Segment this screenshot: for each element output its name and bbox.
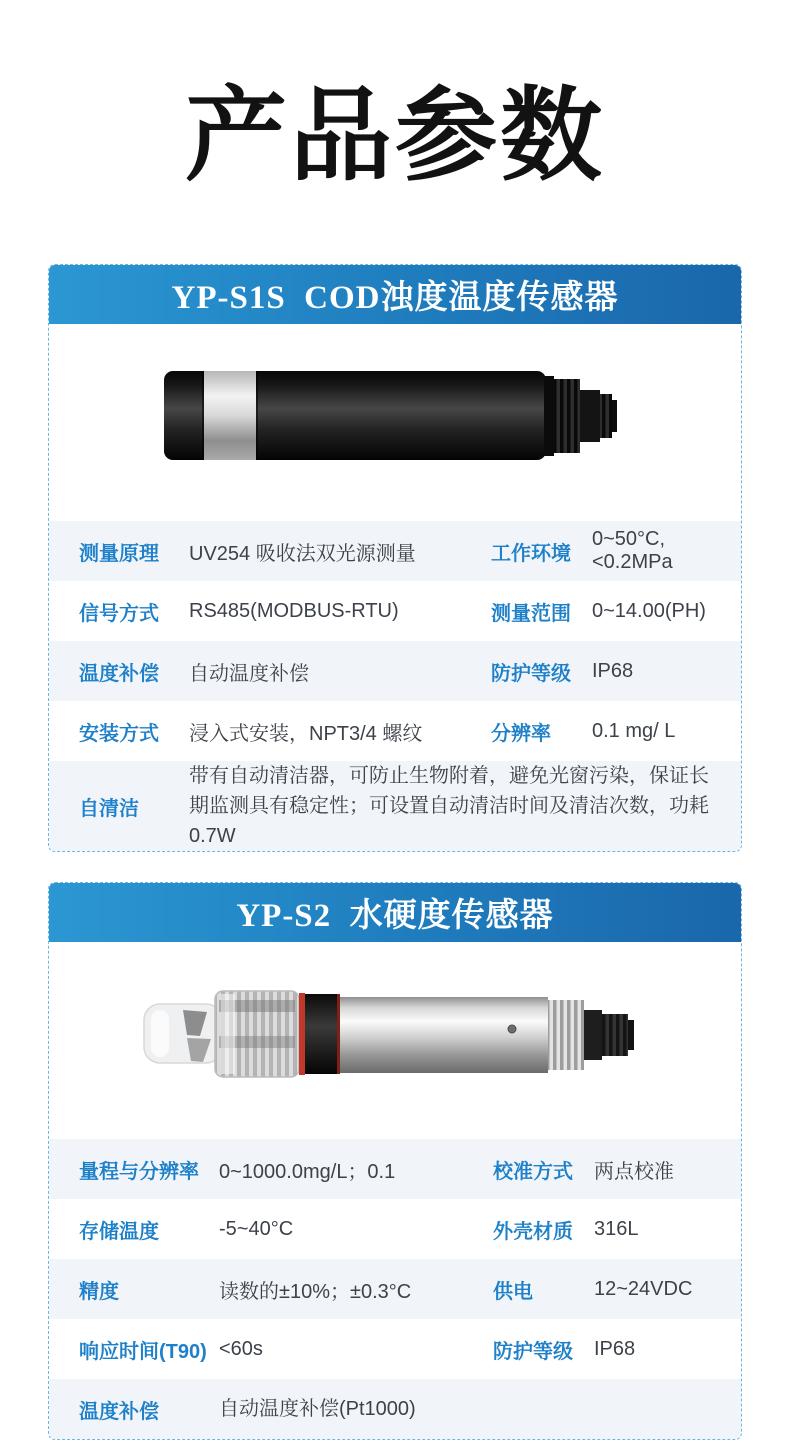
product-card-yp-s1s — [48, 264, 742, 852]
spec-value: IP68 — [594, 1337, 636, 1360]
spec-table-yp-s2 — [49, 1139, 741, 1439]
spec-value: 带有自动清洁器，可防止生物附着，避免光窗污染，保证长期监测具有稳定性；可设置自动清洁时间及清洁次数，功耗0.7W — [189, 765, 709, 847]
steel-sensor-illustration — [49, 942, 742, 1139]
spec-label: 测量范围 — [491, 602, 571, 625]
spec-label: 外壳材质 — [493, 1220, 573, 1243]
spec-row — [49, 761, 741, 851]
spec-value: 读数的±10%；±0.3°C — [219, 1280, 412, 1303]
spec-row — [49, 701, 741, 761]
spec-label: 防护等级 — [493, 1340, 573, 1363]
product-photo-yp-s2 — [49, 942, 741, 1139]
black-sensor-illustration — [49, 324, 742, 521]
spec-table-yp-s1s — [49, 521, 741, 851]
spec-row — [49, 1199, 741, 1259]
spec-value: 自动温度补偿 — [189, 662, 309, 685]
spec-label: 工作环境 — [491, 542, 571, 565]
spec-value: 浸入式安装，NPT3/4 螺纹 — [189, 722, 423, 745]
page-title: 产品参数 — [185, 81, 605, 194]
spec-label: 温度补偿 — [79, 1400, 159, 1423]
spec-label: 防护等级 — [491, 662, 571, 685]
spec-value: RS485(MODBUS-RTU) — [189, 599, 399, 622]
spec-label: 存储温度 — [79, 1220, 159, 1243]
spec-label: 信号方式 — [79, 602, 159, 625]
spec-label: 量程与分辨率 — [79, 1160, 199, 1183]
spec-value: 12~24VDC — [594, 1277, 693, 1300]
spec-value: UV254 吸收法双光源测量 — [189, 542, 416, 565]
spec-label: 响应时间(T90) — [79, 1340, 207, 1363]
spec-label: 温度补偿 — [79, 662, 159, 685]
spec-value: 两点校准 — [594, 1160, 674, 1183]
spec-value: -5~40°C — [219, 1217, 294, 1240]
spec-value: IP68 — [592, 659, 634, 682]
product-card-title: YP-S2 水硬度传感器 — [48, 882, 742, 942]
spec-value: 0.1 mg/ L — [592, 719, 676, 742]
spec-value: 自动温度补偿(Pt1000) — [219, 1398, 416, 1420]
spec-label: 自清洁 — [79, 797, 139, 820]
spec-row — [49, 641, 741, 701]
spec-label: 精度 — [79, 1280, 119, 1303]
spec-value: 316L — [594, 1217, 639, 1240]
product-card-yp-s2 — [48, 882, 742, 1440]
spec-label: 分辨率 — [491, 722, 551, 745]
spec-label: 校准方式 — [493, 1160, 573, 1183]
spec-value: 0~1000.0mg/L；0.1 — [219, 1160, 396, 1183]
spec-label: 安装方式 — [79, 722, 159, 745]
product-photo-yp-s1s — [49, 324, 741, 521]
spec-value: <60s — [219, 1337, 263, 1360]
spec-row — [49, 521, 741, 581]
spec-row — [49, 1259, 741, 1319]
spec-value: 0~14.00(PH) — [592, 599, 706, 622]
spec-row — [49, 581, 741, 641]
product-card-title: YP-S1S COD浊度温度传感器 — [48, 264, 742, 324]
spec-value: 0~50°C,<0.2MPa — [592, 528, 673, 573]
spec-row — [49, 1379, 741, 1439]
spec-row — [49, 1139, 741, 1199]
spec-label: 测量原理 — [79, 542, 159, 565]
spec-row — [49, 1319, 741, 1379]
spec-label: 供电 — [493, 1280, 533, 1303]
